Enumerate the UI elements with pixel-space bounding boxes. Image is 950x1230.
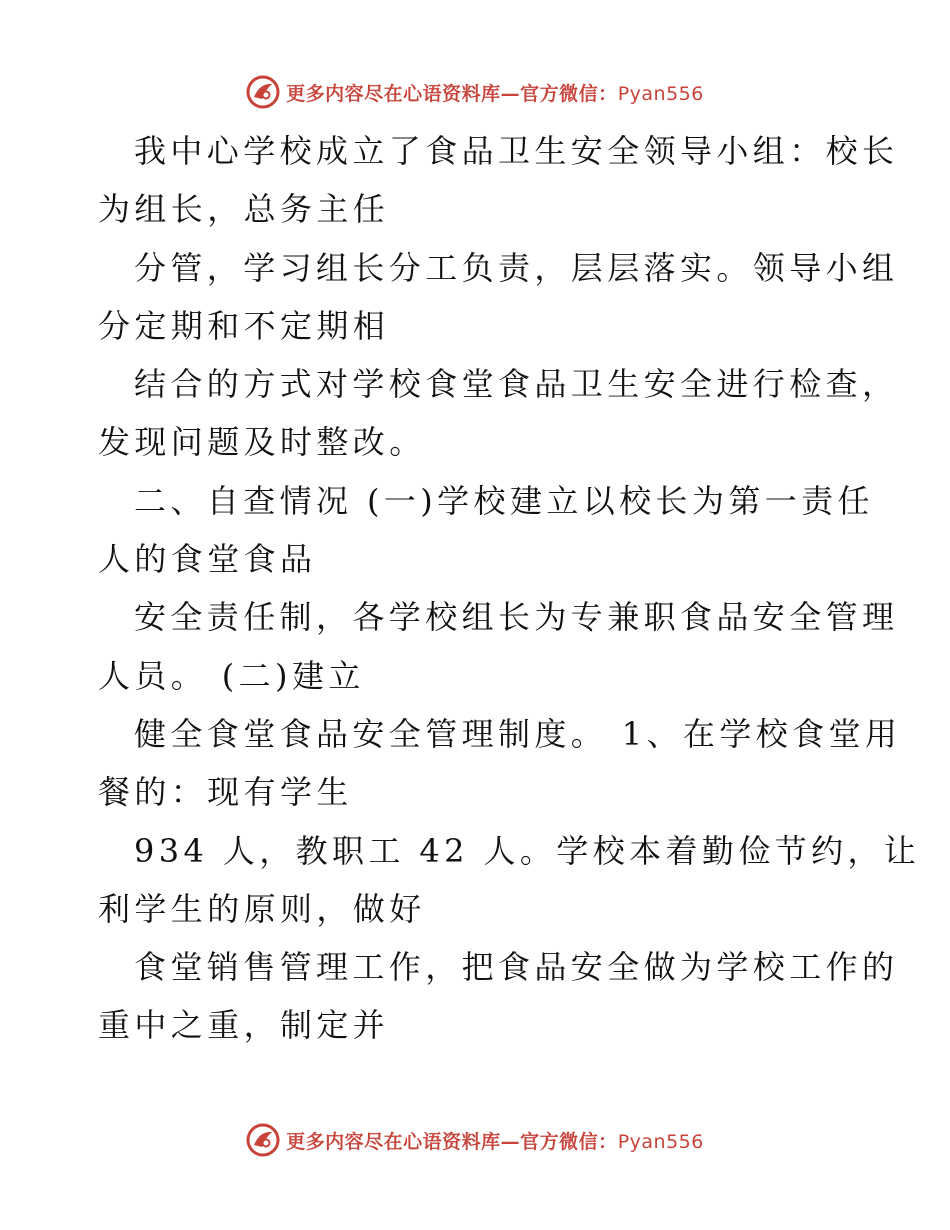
body-line: 人员。 (二)建立 — [98, 656, 365, 695]
header-watermark — [0, 72, 950, 112]
watermark-site-text: 更多内容尽在心语资料库 — [286, 1130, 501, 1153]
body-line: 利学生的原则，做好 — [98, 889, 426, 928]
footer-watermark — [0, 1120, 950, 1160]
body-line: 人的食堂食品 — [98, 540, 317, 579]
body-line: 分定期和不定期相 — [98, 306, 390, 345]
body-line: 为组长，总务主任 — [98, 190, 390, 229]
watermark-wechat-label: 官方微信： — [520, 82, 618, 105]
body-line: 安全责任制，各学校组长为专兼职食品安全管理 — [134, 598, 899, 637]
body-line: 934 人，教职工 42 人。学校本着勤俭节约，让 — [134, 831, 921, 870]
body-line: 我中心学校成立了食品卫生安全领导小组：校长 — [134, 132, 899, 170]
watermark-site-text: 更多内容尽在心语资料库 — [286, 82, 501, 105]
watermark-wechat-id: Pyan556 — [617, 1130, 704, 1153]
body-line: 餐的：现有学生 — [98, 773, 353, 812]
body-line: 食堂销售管理工作，把食品安全做为学校工作的 — [134, 948, 899, 987]
watermark-wechat-label: 官方微信： — [520, 1130, 618, 1153]
body-line: 重中之重，制定并 — [98, 1006, 390, 1045]
watermark-text — [286, 1127, 704, 1154]
body-line: 发现问题及时整改。 — [98, 423, 426, 462]
watermark-dash: — — [500, 1130, 521, 1153]
watermark-dash: — — [500, 82, 521, 105]
watermark-text — [286, 79, 704, 106]
body-line: 分管，学习组长分工负责，层层落实。领导小组 — [134, 248, 899, 287]
body-line: 结合的方式对学校食堂食品卫生安全进行检查， — [134, 365, 899, 404]
logo-icon — [246, 75, 280, 109]
body-line: 二、自查情况 (一)学校建立以校长为第一责任 — [134, 481, 874, 520]
logo-icon — [246, 1123, 280, 1157]
watermark-wechat-id: Pyan556 — [617, 82, 704, 105]
document-body — [98, 122, 921, 1055]
body-line: 健全食堂食品安全管理制度。 1、在学校食堂用 — [134, 714, 902, 753]
